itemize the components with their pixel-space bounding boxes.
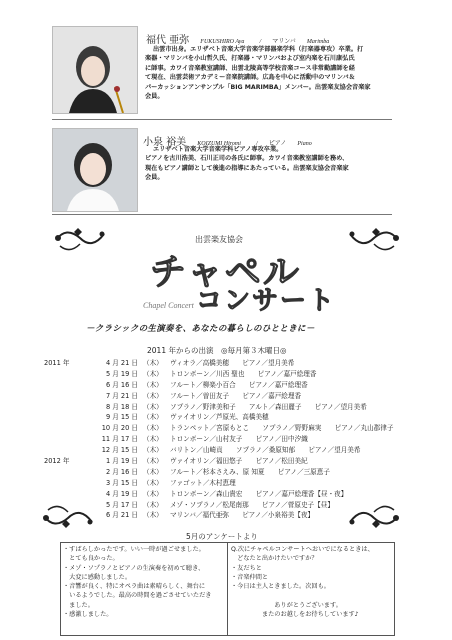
survey-comment-line: ました。 <box>63 601 94 609</box>
schedule-row <box>44 466 424 477</box>
schedule-date: 3 月 15 日 <box>105 478 138 487</box>
performer-photo-fukushiro <box>52 26 138 114</box>
schedule-row <box>44 401 424 412</box>
schedule-weekday: （木） <box>143 435 163 444</box>
bio-line: 会員。 <box>145 174 164 182</box>
schedule-row <box>44 455 424 466</box>
schedule-list <box>44 357 424 520</box>
performer-name-jp: 小泉 裕美 <box>143 137 187 148</box>
schedule-row <box>44 509 424 520</box>
schedule-performers: ソプラノ／野津美和子 アルト／森田麗子 ピアノ／望月美希 <box>170 402 367 411</box>
bio-line: に師事。カワイ音楽教室講師、出雲北陵高等学校音楽コース非常勤講師を経 <box>145 64 355 72</box>
bio-line: 現在もピアノ講師として後進の指導にあたっている。出雲楽友協会音楽家 <box>145 164 349 172</box>
schedule-row <box>44 357 424 368</box>
schedule-performers: フルート／曽田友子 ピアノ／嘉戸絵理香 <box>170 391 302 400</box>
survey-answer-line: ・今日は主人ときました。次回も。 <box>231 583 330 591</box>
schedule-performers: ファゴット／木村恵理 <box>170 478 236 487</box>
schedule-date: 11 月 17 日 <box>101 435 138 444</box>
title-english: Chapel Concert <box>143 301 194 310</box>
survey-comments <box>63 545 223 619</box>
performer-name-jp: 福代 亜弥 <box>146 35 190 46</box>
survey-comment-line: ・メゾ・ソプラノとピアノの生演奏を初めて聴き、 <box>63 564 205 572</box>
schedule-row <box>44 422 424 433</box>
bio-line: て現在、出雲芸術アカデミー音楽院講師。広島を中心に活動中のマリンバ＆ <box>145 74 355 82</box>
schedule-date: 6 月 16 日 <box>105 380 138 389</box>
bio-line: 出雲市出身。エリザベト音楽大学音楽学部器楽学科（打楽器専攻）卒業。打 <box>153 46 364 53</box>
schedule-row <box>44 488 424 499</box>
survey-comment-line: ・音響が良く、特にオペラ曲は素晴らしく、舞台に <box>63 583 206 591</box>
schedule-weekday: （木） <box>143 489 163 498</box>
schedule-year: 2012 年 <box>44 457 70 466</box>
schedule-row <box>44 499 424 510</box>
schedule-performers: トロンボーン／森山貴宏 ピアノ／嘉戸絵理香【昼・夜】 <box>170 489 348 498</box>
schedule-row <box>44 444 424 455</box>
schedule-weekday: （木） <box>143 402 163 411</box>
schedule-performers: フルート／杉本さえみ、原 知夏 ピアノ／三原恵子 <box>170 467 330 476</box>
slash: / <box>256 141 258 147</box>
survey-answer-line <box>231 591 391 600</box>
survey-answer-line: またのお越しをお待ちしています♪ <box>231 611 359 619</box>
schedule-weekday: （木） <box>143 511 163 520</box>
schedule-weekday: （木） <box>143 500 163 509</box>
performer-bio-koizumi <box>145 145 413 183</box>
survey-answer-line: ・友だちと <box>231 564 262 572</box>
schedule-date: 2 月 16 日 <box>105 467 138 476</box>
schedule-weekday: （木） <box>143 369 163 378</box>
schedule-row <box>44 477 424 488</box>
survey-answer-line: どなたと出かけたいですか？ <box>231 555 318 563</box>
schedule-date: 1 月 19 日 <box>105 457 138 466</box>
schedule-weekday: （木） <box>143 467 163 476</box>
schedule-weekday: （木） <box>143 391 163 400</box>
schedule-performers: トランペット／宮原もとこ ソプラノ／野野麻実 ピアノ／丸山郡律子 <box>170 424 394 433</box>
survey-title: 5月のアンケートより <box>186 532 258 541</box>
performer-name-en: FUKUSHIRO Aya <box>200 39 245 45</box>
schedule-performers: バリトン／山崎貢 ソプラノ／桑原知郁 ピアノ／望月美希 <box>170 446 361 455</box>
schedule-date: 4 月 19 日 <box>105 489 138 498</box>
bio-line: ピアノを古川浩美、石川正司の各氏に師事。カワイ音楽教室講師を務め、 <box>145 155 349 163</box>
title-concert: コンサート <box>196 286 337 316</box>
schedule-date: 6 月 21 日 <box>105 511 138 520</box>
schedule-row <box>44 379 424 390</box>
schedule-performers: トロンボーン／川西 聖也 ピアノ／嘉戸絵理香 <box>170 369 317 378</box>
survey-comment-line: ・すばらしかったです。いい一時が過ごせました。 <box>63 546 205 553</box>
performer-instrument-en: Marimba <box>306 39 330 45</box>
schedule-weekday: （木） <box>143 424 163 433</box>
survey-comment-line: いるようでした。最高の時間を過ごさせていただき <box>63 592 212 600</box>
schedule-date: 5 月 19 日 <box>105 369 138 378</box>
schedule-performers: フルート／柳楽小百合 ピアノ／嘉戸絵理香 <box>170 380 308 389</box>
schedule-date: 12 月 15 日 <box>101 446 138 455</box>
schedule-date: 4 月 21 日 <box>105 359 138 367</box>
schedule-row <box>44 433 424 444</box>
bio-line: 楽器・マリンバを小山哲久氏、打楽器・マリンバおよび室内楽を石川康弘氏 <box>145 55 355 63</box>
performer-instrument-jp: ピアノ <box>268 141 287 147</box>
schedule-performers: マリンバ／福代亜弥 ピアノ／小泉裕美【夜】 <box>170 511 315 520</box>
association-name: 出雲楽友協会 <box>195 235 243 244</box>
bio-line: 会員。 <box>145 93 164 101</box>
schedule-heading: 2011 年からの出演 ◎毎月第３木曜日◎ <box>147 346 287 355</box>
schedule-date: 7 月 21 日 <box>105 391 138 400</box>
performer-bio-fukushiro <box>145 45 413 101</box>
schedule-row <box>44 368 424 379</box>
schedule-performers: トロンボーン／山村友子 ピアノ／田中汐織 <box>170 435 308 444</box>
bio-line: パーカッションアンサンブル「BIG MARIMBA」メンバー。出雲楽友協会音楽家 <box>145 83 371 91</box>
schedule-weekday: （木） <box>143 478 163 487</box>
schedule-row <box>44 390 424 401</box>
schedule-performers: ヴァイオリン／福田悠子 ピアノ／松田美紀 <box>170 457 308 466</box>
schedule-date: 9 月 15 日 <box>105 413 138 422</box>
performer-name-en: KOIZUMI Hiromi <box>197 141 241 147</box>
schedule-weekday: （木） <box>143 446 163 455</box>
schedule-weekday: （木） <box>143 380 163 389</box>
survey-answer-line: ありがとうございます。 <box>231 601 342 609</box>
performer-instrument-en: Piano <box>297 141 312 147</box>
survey-answer-line: Q.次にチャペルコンサートへおいでになるときは、 <box>231 546 374 553</box>
schedule-date: 10 月 20 日 <box>101 424 138 433</box>
title-chapel: チャペル <box>150 251 301 293</box>
slash: / <box>259 39 262 45</box>
schedule-row <box>44 411 424 422</box>
divider <box>52 214 392 215</box>
survey-question <box>231 545 391 619</box>
performer-instrument-jp: マリンバ <box>272 39 296 45</box>
survey-answer-line: ・音楽仲間と <box>231 573 269 581</box>
survey-comment-line: 大変に感動しました。 <box>63 573 132 581</box>
schedule-weekday: （木） <box>143 413 163 422</box>
schedule-performers: ヴィオラ／高橋美穂 ピアノ／望月美希 <box>170 359 295 367</box>
schedule-performers: ヴァイオリン／芦原光、高橋美穂 <box>170 413 269 422</box>
divider <box>52 119 392 120</box>
flourish-ornament-icon <box>346 224 402 256</box>
tagline: －クラシックの生演奏を、あなたの暮らしのひとときに－ <box>86 324 315 334</box>
schedule-performers: メゾ・ソプラノ／松尾南那 ピアノ／菅原史子【昼】 <box>170 500 334 509</box>
schedule-date: 5 月 17 日 <box>105 500 138 509</box>
performer-photo-koizumi <box>52 128 138 212</box>
survey-comment-line: ・感激しました。 <box>63 611 113 619</box>
schedule-weekday: （木） <box>143 457 163 466</box>
flourish-ornament-icon <box>52 224 108 256</box>
bio-line: エリザベト音楽大学音楽学科ピアノ専攻卒業。 <box>153 146 283 153</box>
survey-comment-line: とても良かった。 <box>63 555 119 563</box>
schedule-date: 8 月 18 日 <box>105 402 138 411</box>
survey-divider <box>227 542 228 636</box>
schedule-year: 2011 年 <box>44 359 70 367</box>
schedule-weekday: （木） <box>143 359 163 367</box>
